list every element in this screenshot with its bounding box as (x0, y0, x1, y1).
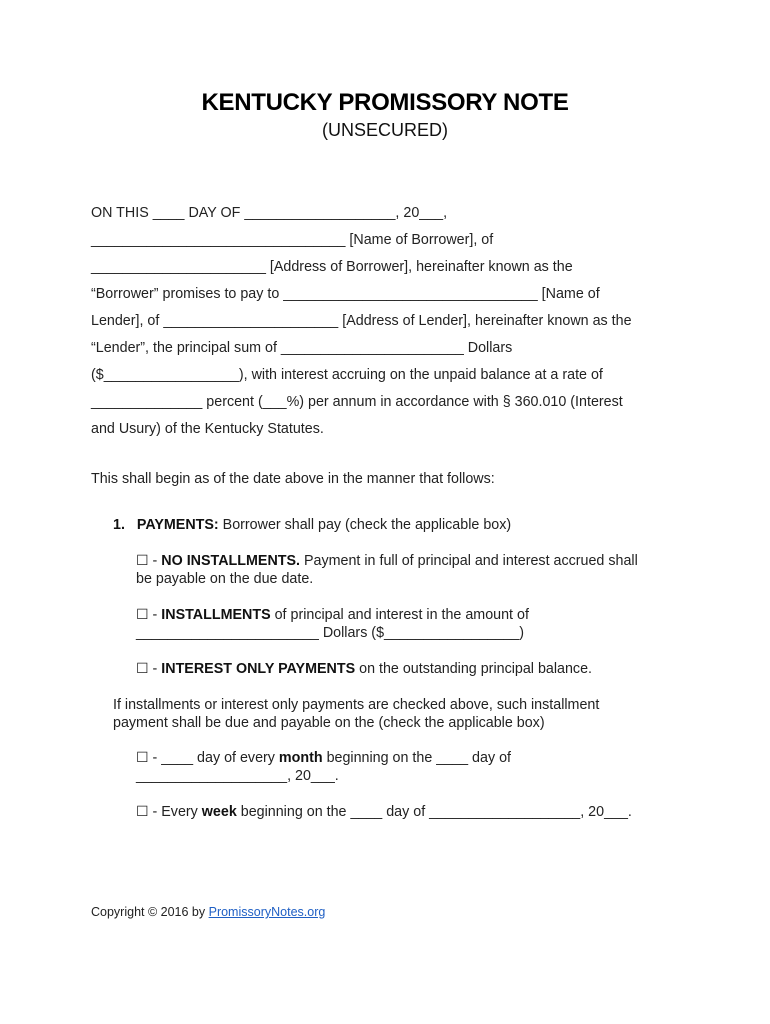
checkbox-weekly[interactable]: ☐ (136, 804, 149, 820)
section-payments-heading (113, 516, 511, 534)
document-subtitle: (UNSECURED) (322, 120, 448, 140)
option-no-installments: ☐ - NO INSTALLMENTS. Payment in full of principal and interest accrued shall be payable on the due date. (136, 553, 638, 587)
intro-line: “Borrower” promises to pay to ________________________________ [Name of (91, 286, 600, 302)
intro-line: and Usury) of the Kentucky Statutes. (91, 421, 324, 437)
option-text: beginning on the ____ day of ___________________, 20___. (236, 804, 632, 820)
option-label: INTEREST ONLY PAYMENTS (161, 661, 356, 677)
option-text: on the outstanding principal balance. (355, 661, 593, 677)
option-label: INSTALLMENTS (161, 607, 271, 623)
footer-copyright (91, 905, 325, 919)
document-title: KENTUCKY PROMISSORY NOTE (201, 89, 569, 116)
checkbox-no-installments[interactable]: ☐ (136, 553, 149, 569)
option-weekly (136, 803, 632, 821)
option-bold: week (201, 804, 237, 820)
checkbox-installments[interactable]: ☐ (136, 607, 149, 623)
option-text: - ____ day of every (148, 750, 279, 766)
option-text-cont: ___________________, 20___. (136, 768, 339, 784)
option-interest-only: ☐ - INTEREST ONLY PAYMENTS on the outstanding principal balance. (136, 661, 593, 677)
checkbox-interest-only[interactable]: ☐ (136, 661, 149, 677)
option-text: - Every (148, 804, 202, 820)
intro-line: Lender], of ______________________ [Address of Lender], hereinafter known as the (91, 313, 632, 329)
intro-line: ______________ percent (___%) per annum in accordance with § 360.010 (Interest (91, 394, 623, 410)
option-text: of principal and interest in the amount of (270, 607, 529, 623)
section-number: 1. (113, 517, 125, 533)
copyright-text: Copyright © 2016 by (91, 905, 209, 919)
intro-line: ______________________ [Address of Borrower], hereinafter known as the (91, 259, 573, 275)
option-installments: ☐ - INSTALLMENTS of principal and interest in the amount of _______________________ Dollars ($_________________) (136, 607, 529, 641)
intro-line: ________________________________ [Name of Borrower], of (91, 232, 494, 248)
option-monthly (136, 749, 511, 785)
intro-line: ON THIS ____ DAY OF ___________________, 20___, (91, 205, 448, 221)
intro-line: “Lender”, the principal sum of _______________________ Dollars (91, 340, 513, 356)
section-heading: PAYMENTS: (136, 517, 219, 533)
promissorynotes-link[interactable]: PromissoryNotes.org (208, 905, 326, 919)
option-text-cont: _______________________ Dollars ($_________________) (136, 625, 524, 641)
intro-line: ($_________________), with interest accruing on the unpaid balance at a rate of (91, 367, 603, 383)
option-label: NO INSTALLMENTS. (161, 553, 301, 569)
section-text: Borrower shall pay (check the applicable box) (218, 517, 512, 533)
paragraph-line: If installments or interest only payments are checked above, such installment (113, 697, 600, 713)
intro-paragraph (91, 201, 681, 444)
begin-paragraph: This shall begin as of the date above in the manner that follows: (91, 471, 495, 487)
payment-schedule-paragraph (113, 696, 599, 732)
option-text: Payment in full of principal and interest accrued shall (300, 553, 638, 569)
checkbox-monthly[interactable]: ☐ (136, 750, 149, 766)
option-text-cont: be payable on the due date. (136, 571, 314, 587)
option-bold: month (278, 750, 323, 766)
option-text: beginning on the ____ day of (322, 750, 511, 766)
paragraph-line: payment shall be due and payable on the (check the applicable box) (113, 715, 545, 731)
